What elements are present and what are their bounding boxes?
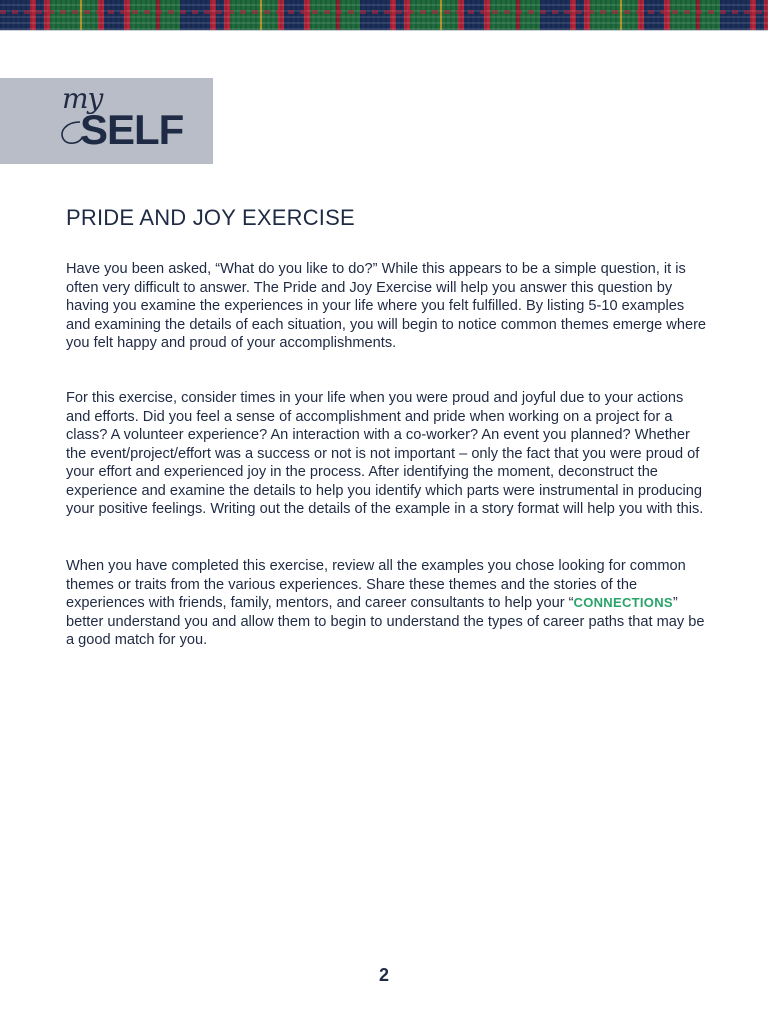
page-title: PRIDE AND JOY EXERCISE (66, 205, 355, 230)
logo-my-text: my (62, 82, 103, 115)
connections-highlight: CONNECTIONS (573, 595, 673, 610)
instructions-paragraph: For this exercise, consider times in your life when you were proud and joyful due to your actions and efforts. Did you feel a sense of accomplishment and pride when working on a project for a class? A volunteer experience? An interaction with a co-worker? An event you planned? Whether the event/project/effort was a success or not is not important – only the fact that you were proud of your effort and experienced joy in the process. After identifying the moment, deconstruct the experience and examine the details to help you identify which parts were instrumental in producing your positive feelings. Writing out the details of the example in a story format will help you with this. (66, 390, 704, 517)
tartan-banner (0, 0, 768, 30)
intro-paragraph: Have you been asked, “What do you like to do?” While this appears to be a simple question, it is often very difficult to answer. The Pride and Joy Exercise will help you answer this question by having you examine the experiences in your life where you felt fulfilled. By listing 5-10 examples and examining the details of each situation, you will begin to notice common themes emerge where you felt happy and proud of your accomplishments. (66, 261, 707, 351)
closing-paragraph (66, 557, 711, 650)
logo-self-text: SELF (80, 106, 184, 153)
page-number: 2 (378, 965, 389, 985)
closing-text-end: ” better understand you and allow them to begin to understand the types of career paths that may be a good match for you. (66, 595, 705, 648)
banner-divider (0, 30, 768, 31)
closing-text-start: When you have completed this exercise, review all the examples you chose looking for common themes or traits from the various experiences. Share these themes and the stories of the experiences with friends, family, mentors, and career consultants to help your “ (66, 558, 686, 611)
